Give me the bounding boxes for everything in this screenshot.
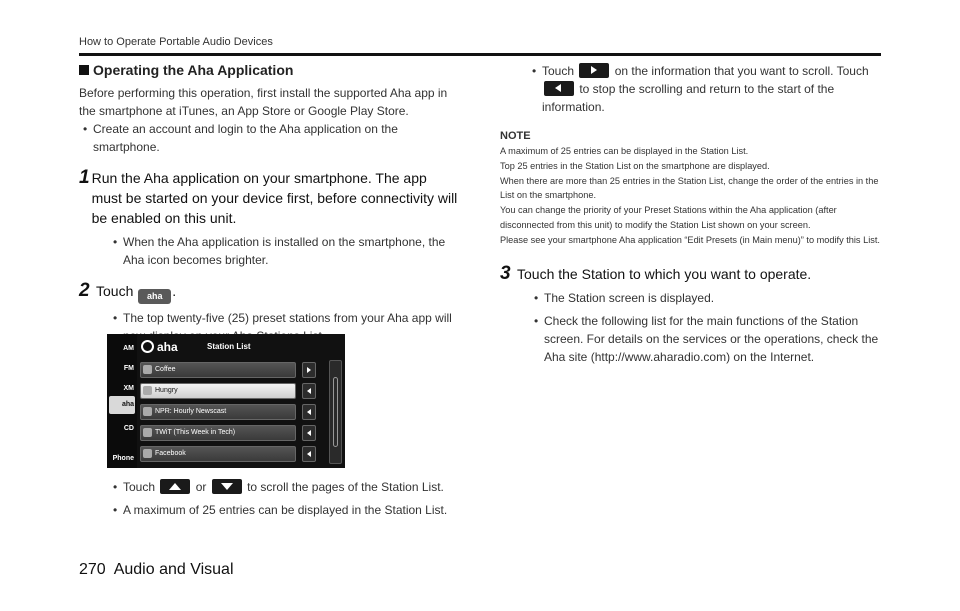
scroll-bullet-post: to stop the scrolling and return to the start of the information. (542, 82, 835, 114)
step-3-text: Touch the Station to which you want to operate. (517, 265, 812, 282)
station-label: NPR: Hourly Newscast (155, 408, 227, 415)
note-line: You can change the priority of your Preset Stations within the Aha application (after disconnected from this unit) to modify the Station List shown on your screen. (500, 205, 837, 230)
chapter-title: Audio and Visual (113, 561, 234, 578)
step-2 (79, 281, 459, 304)
station-label: Facebook (155, 450, 186, 457)
header-rule (79, 53, 881, 56)
note-line: Top 25 entries in the Station List on the smartphone are displayed. (500, 160, 770, 171)
step-1-bullet: • When the Aha application is installed on the smartphone, the Aha icon becomes brighter. (111, 233, 459, 269)
step-3 (500, 264, 881, 284)
screenshot-title: Station List (207, 342, 251, 351)
station-row (140, 383, 296, 399)
bullet-2-post: to scroll the pages of the Station List. (247, 480, 444, 494)
note-line: When there are more than 25 entries in the Station List, change the order of the entries in the List on the smartphone. (500, 175, 879, 201)
scrollbar-thumb (333, 377, 338, 447)
source-sidebar (107, 334, 137, 468)
source-cd: CD (123, 425, 134, 432)
station-label: Hungry (155, 387, 178, 394)
scroll-back-button (302, 404, 316, 420)
step-2-more-bullets (111, 478, 461, 519)
scroll-text-button (302, 362, 316, 378)
step-2-text-post: . (172, 283, 177, 299)
source-aha: aha (109, 396, 135, 414)
aha-logo-ring-icon (141, 340, 154, 353)
note-heading: NOTE (500, 130, 531, 142)
running-head: How to Operate Portable Audio Devices (79, 36, 273, 48)
scroll-back-button (302, 446, 316, 462)
screenshot-header (139, 338, 345, 356)
step-2-text-pre: Touch (96, 283, 134, 299)
bullet-2-mid: or (195, 480, 207, 494)
step-1-text: Run the Aha application on your smartphone. The app must be started on your device first, before connectivity will be enabled on this unit. (91, 170, 458, 226)
station-list-screenshot (107, 334, 345, 468)
page-number: 270 (79, 561, 106, 578)
source-fm: FM (123, 365, 134, 372)
note-line: Please see your smartphone Aha application “Edit Presets (in Main menu)” to modify this List. (500, 234, 880, 245)
scroll-text-icon (579, 63, 609, 78)
source-xm: XM (123, 385, 134, 392)
scroll-back-button (302, 383, 316, 399)
station-row (140, 362, 296, 378)
intro-paragraph: Before performing this operation, first install the supported Aha app in the smartphone at iTunes, an App Store or Google Play Store. (79, 86, 448, 118)
step-1 (79, 168, 459, 228)
scroll-info-bullet (530, 62, 881, 116)
scroll-back-button (302, 425, 316, 441)
section-title-text: Operating the Aha Application (93, 62, 294, 78)
intro-bullet: • Create an account and login to the Aha application on the smartphone. (81, 120, 459, 156)
step-1-number: 1 (79, 167, 90, 188)
step-3-number: 3 (500, 262, 511, 284)
step-3-bullet-2: • Check the following list for the main functions of the Station screen. For details on the services or the operations, check the Aha site (http://www.aharadio.com) on the Internet. (532, 312, 881, 366)
bullet-2-pre: Touch (123, 480, 156, 494)
source-am: AM (123, 345, 134, 352)
page-footer (79, 561, 234, 579)
station-icon (143, 449, 152, 458)
step-2-bullet-2 (111, 478, 461, 496)
note-line: A maximum of 25 entries can be displayed in the Station List. (500, 146, 749, 156)
source-phone: Phone (112, 455, 134, 462)
station-icon (143, 428, 152, 437)
station-icon (143, 365, 152, 374)
step-2-bullet-3: • A maximum of 25 entries can be displayed in the Station List. (111, 501, 461, 519)
square-bullet-icon (79, 65, 89, 75)
station-row (140, 404, 296, 420)
aha-logo-text: aha (157, 340, 178, 354)
page-up-icon (160, 479, 190, 494)
left-column (79, 62, 459, 345)
scroll-bullet-mid: on the information that you want to scroll. Touch (614, 64, 869, 78)
scrollbar (329, 360, 342, 464)
station-row (140, 425, 296, 441)
station-icon (143, 407, 152, 416)
page-down-icon (212, 479, 242, 494)
step-2-text (94, 281, 176, 304)
step-2-bullet: • The top twenty-five (25) preset stations from your Aha app will (111, 309, 459, 345)
station-icon (143, 386, 152, 395)
station-label: Coffee (155, 366, 176, 373)
stop-scroll-icon (544, 81, 574, 96)
section-title (79, 62, 459, 78)
aha-logo (141, 338, 178, 356)
station-row (140, 446, 296, 462)
right-column (500, 62, 881, 366)
step-2-number: 2 (79, 280, 90, 301)
step-3-bullet-1: • The Station screen is displayed. (532, 289, 881, 307)
station-label: TWiT (This Week in Tech) (155, 429, 236, 436)
aha-icon: aha (138, 289, 171, 304)
scroll-bullet-pre: Touch (542, 64, 575, 78)
